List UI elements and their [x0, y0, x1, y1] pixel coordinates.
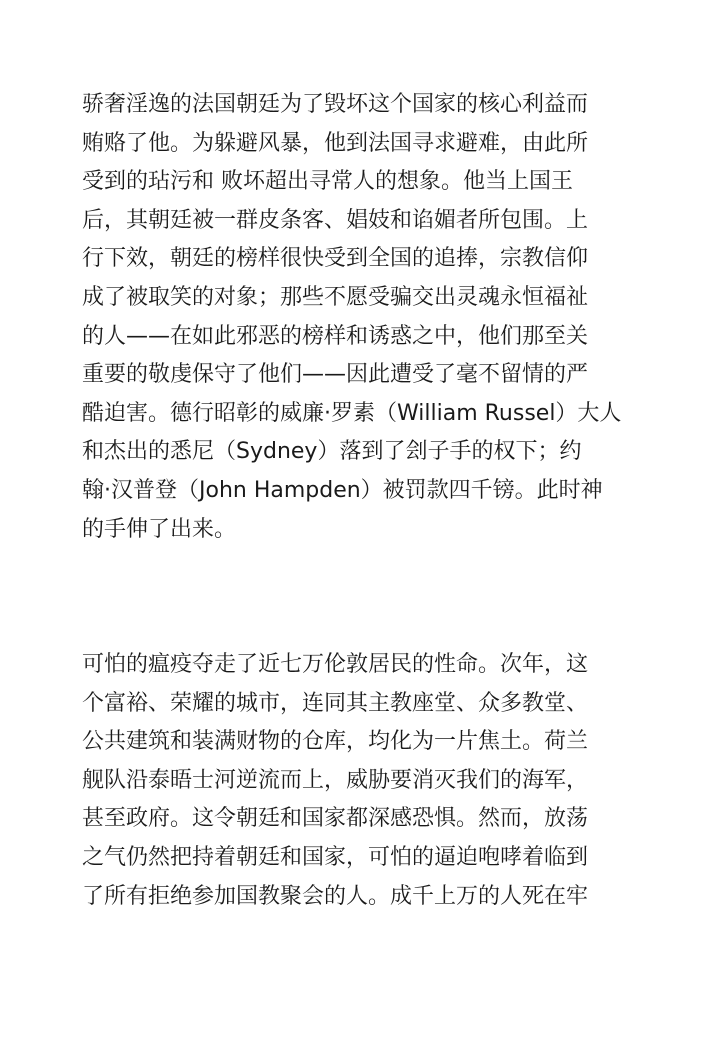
text-line: 酷迫害。德行昭彰的威廉·罗素（William Russel）大人 [82, 400, 622, 426]
text-line: 之气仍然把持着朝廷和国家，可怕的逼迫咆哮着临到 [82, 844, 589, 870]
text-line: 后，其朝廷被一群皮条客、娼妓和谄媚者所包围。上 [82, 207, 589, 233]
text-line: 受到的玷污和 败坏超出寻常人的想象。他当上国王 [82, 169, 573, 195]
text-line: 的手伸了出来。 [82, 516, 237, 542]
text-line: 可怕的瘟疫夺走了近七万伦敦居民的性命。次年，这 [82, 652, 589, 677]
text-line: 贿赂了他。为躲避风暴，他到法国寻求避难，由此所 [82, 130, 589, 156]
text-line: 甚至政府。这令朝廷和国家都深感恐惧。然而，放荡 [82, 806, 589, 832]
text-line: 重要的敬虔保守了他们——因此遭受了毫不留情的严 [82, 362, 589, 388]
text-line: 成了被取笑的对象；那些不愿受骗交出灵魂永恒福祉 [82, 284, 589, 310]
text-line: 的人——在如此邪恶的榜样和诱惑之中，他们那至关 [82, 323, 589, 349]
text-line: 了所有拒绝参加国教聚会的人。成千上万的人死在牢 [82, 883, 589, 909]
text-line: 公共建筑和装满财物的仓库，均化为一片焦土。荷兰 [82, 729, 589, 755]
paragraph-1 [82, 86, 642, 549]
text-line: 翰·汉普登（John Hampden）被罚款四千镑。此时神 [82, 477, 603, 503]
text-line: 个富裕、荣耀的城市，连同其主教座堂、众多教堂、 [82, 690, 589, 716]
text-line: 行下效，朝廷的榜样很快受到全国的追捧，宗教信仰 [82, 246, 589, 272]
text-line: 骄奢淫逸的法国朝廷为了毁坏这个国家的核心利益而 [82, 92, 589, 117]
text-line: 和杰出的悉尼（Sydney）落到了刽子手的权下；约 [82, 439, 582, 465]
paragraph-2 [82, 646, 642, 916]
text-line: 舰队沿泰晤士河逆流而上，威胁要消灭我们的海军， [82, 767, 589, 793]
